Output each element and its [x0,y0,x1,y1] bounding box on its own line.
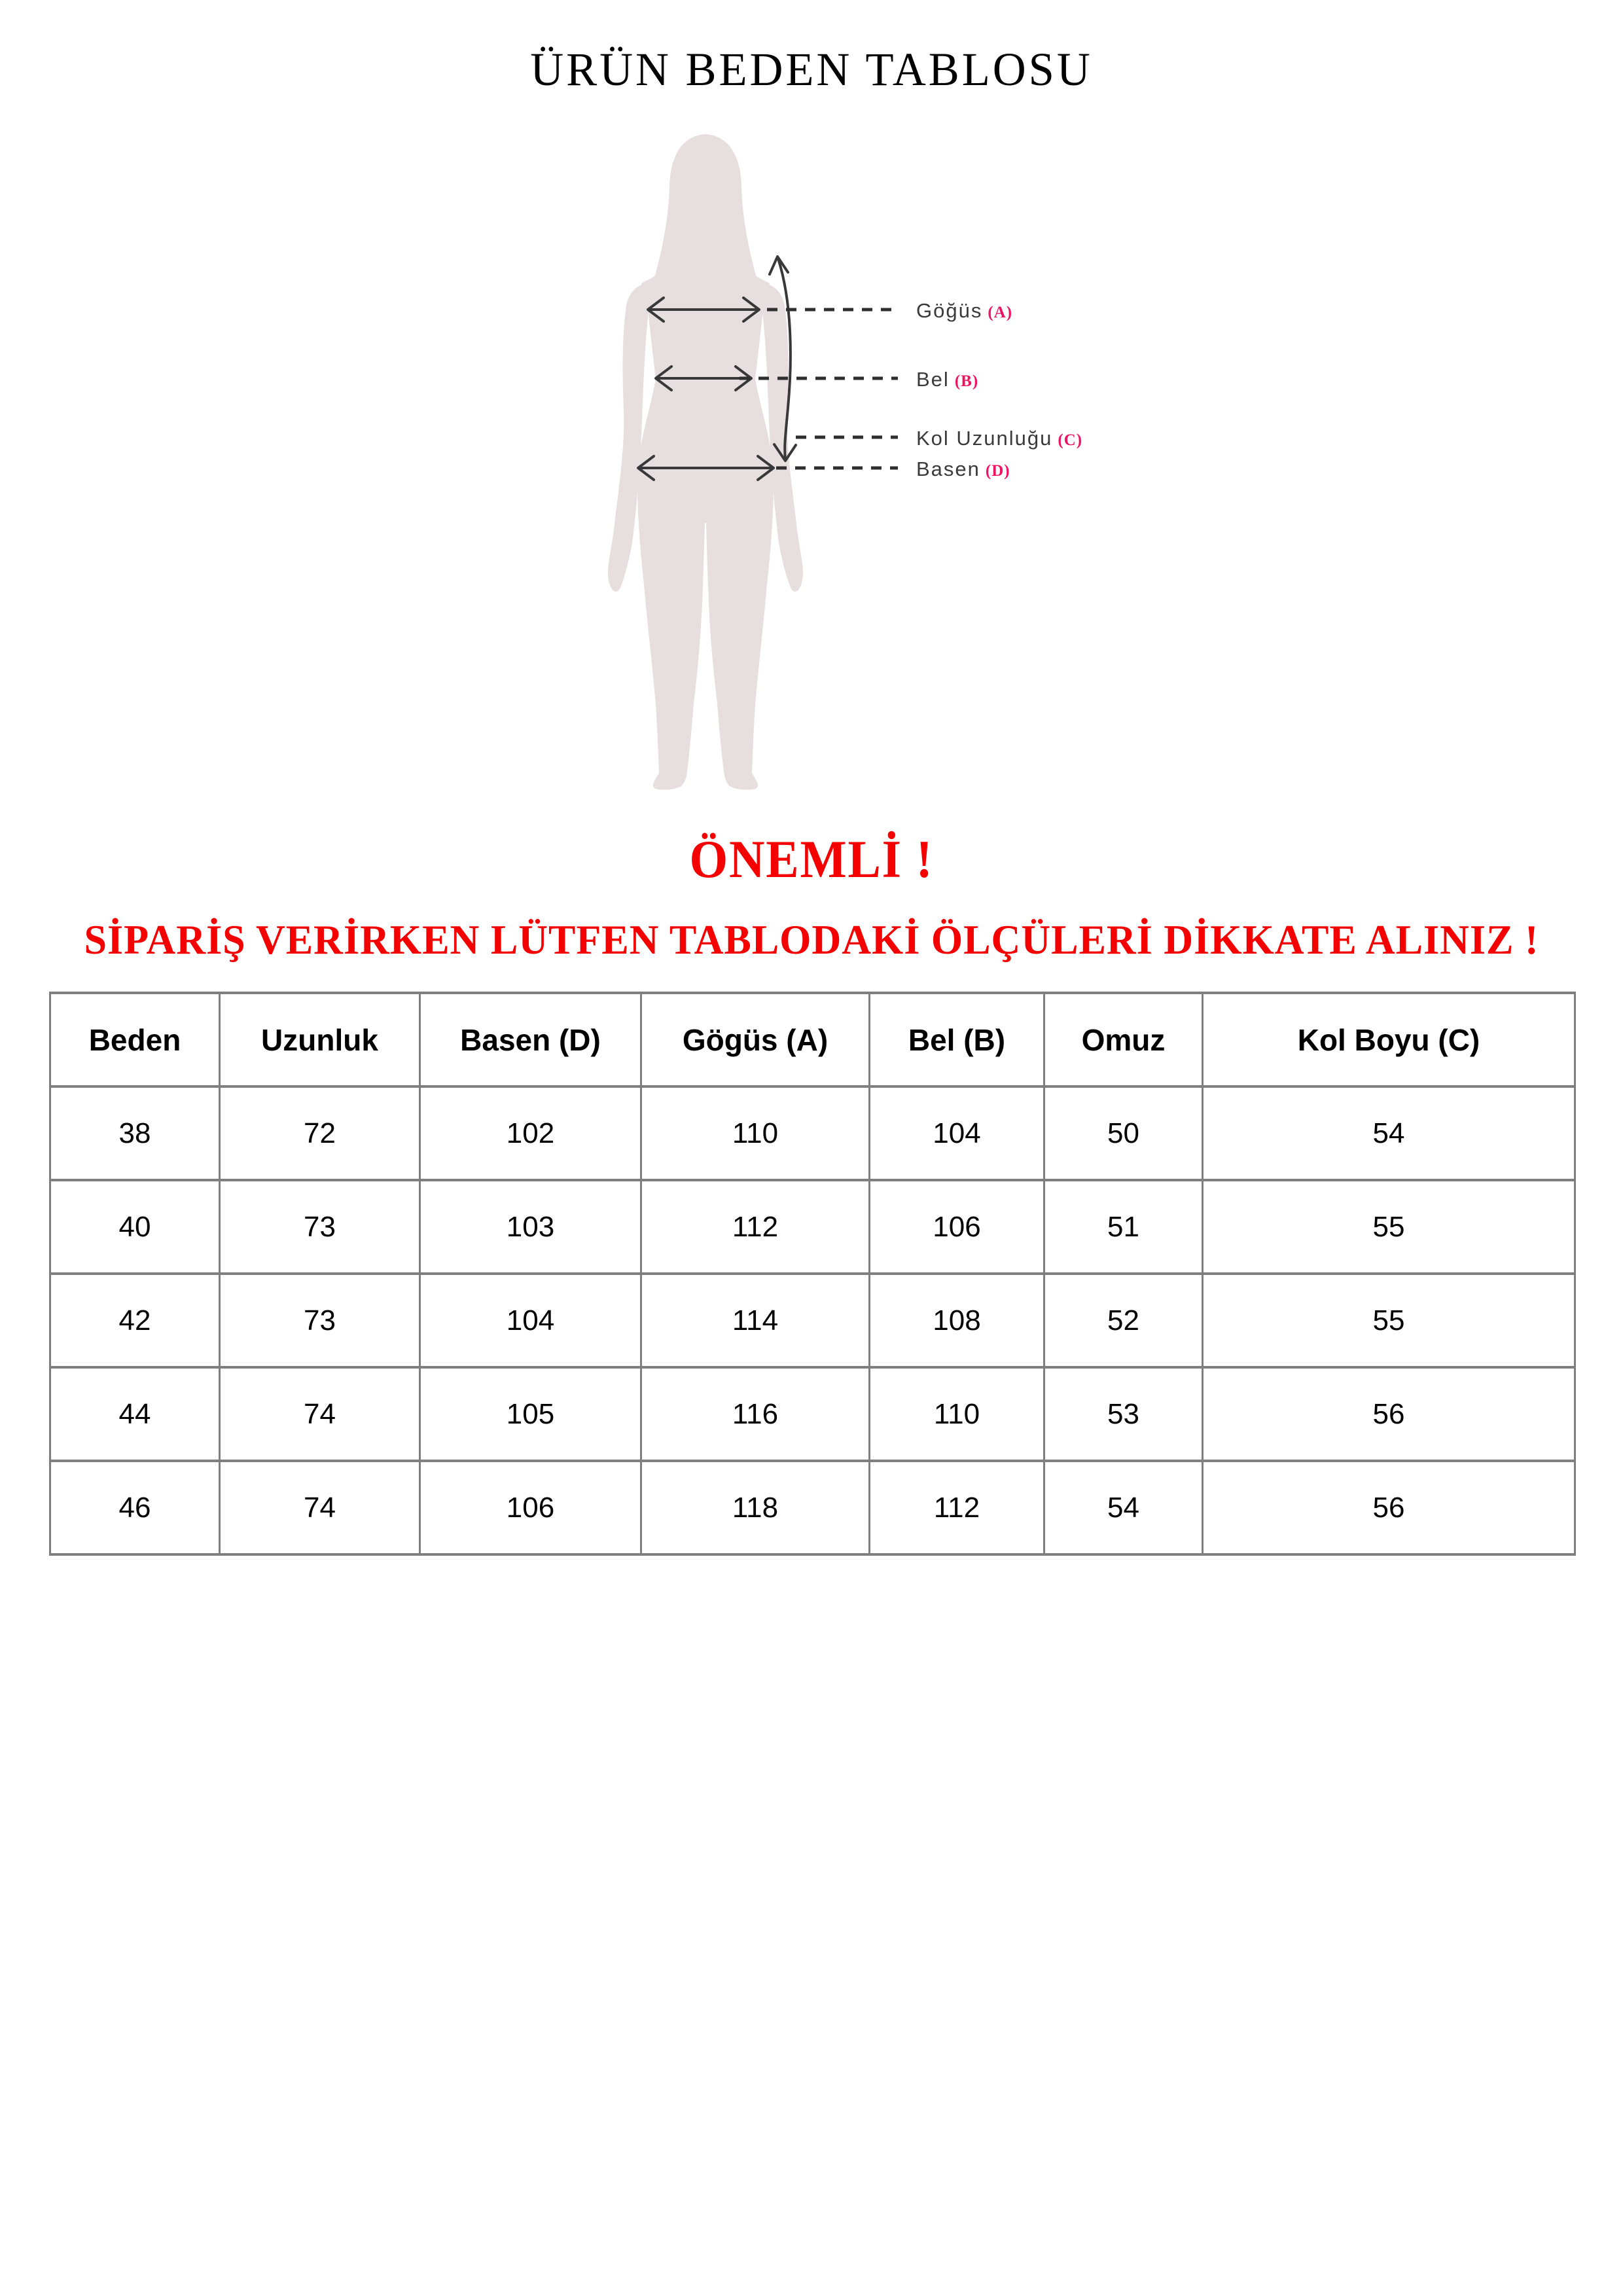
chest-label: Göğüs (A) [916,299,1013,322]
size-table-cell: 56 [1203,1367,1575,1461]
header-bel: Bel (B) [870,993,1044,1086]
size-table-cell: 53 [1044,1367,1203,1461]
size-table-cell: 73 [220,1180,420,1274]
header-basen: Basen (D) [420,993,641,1086]
size-table-cell: 112 [870,1461,1044,1554]
size-table-cell: 106 [420,1461,641,1554]
size-table-row [50,1180,1575,1274]
size-table-cell: 116 [641,1367,870,1461]
size-table-header-row [50,993,1575,1086]
size-table-cell: 105 [420,1367,641,1461]
size-table-cell: 55 [1203,1274,1575,1367]
size-table-cell: 118 [641,1461,870,1554]
size-table-cell: 74 [220,1367,420,1461]
size-table-cell: 110 [641,1086,870,1180]
size-table-cell: 40 [50,1180,220,1274]
header-uzunluk: Uzunluk [220,993,420,1086]
body-measurement-diagram [576,128,1139,795]
size-table-cell: 103 [420,1180,641,1274]
size-table [49,992,1576,1556]
size-table-cell: 72 [220,1086,420,1180]
size-table-cell: 56 [1203,1461,1575,1554]
page-title: ÜRÜN BEDEN TABLOSU [530,43,1093,96]
waist-label: Bel (B) [916,368,979,391]
header-omuz: Omuz [1044,993,1203,1086]
size-table-body [50,1086,1575,1554]
size-table-cell: 104 [870,1086,1044,1180]
female-silhouette [637,134,774,790]
size-table-cell: 44 [50,1367,220,1461]
size-table-cell: 52 [1044,1274,1203,1367]
size-table-container [49,992,1576,1556]
arm-length-label: Kol Uzunluğu (C) [916,427,1083,450]
header-beden: Beden [50,993,220,1086]
size-table-cell: 106 [870,1180,1044,1274]
size-table-cell: 102 [420,1086,641,1180]
size-table-cell: 54 [1203,1086,1575,1180]
size-table-cell: 42 [50,1274,220,1367]
size-table-cell: 51 [1044,1180,1203,1274]
size-table-cell: 50 [1044,1086,1203,1180]
size-table-cell: 73 [220,1274,420,1367]
warning-text: SİPARİŞ VERİRKEN LÜTFEN TABLODAKİ ÖLÇÜLERİ DİKKATE ALINIZ ! [84,916,1539,963]
size-table-row [50,1461,1575,1554]
size-table-cell: 112 [641,1180,870,1274]
header-gogus: Gögüs (A) [641,993,870,1086]
size-table-cell: 114 [641,1274,870,1367]
header-kol-boyu: Kol Boyu (C) [1203,993,1575,1086]
important-heading: ÖNEMLİ ! [689,829,934,889]
size-table-cell: 108 [870,1274,1044,1367]
size-table-cell: 55 [1203,1180,1575,1274]
size-table-row [50,1274,1575,1367]
size-table-cell: 38 [50,1086,220,1180]
hip-label: Basen (D) [916,457,1010,480]
size-table-cell: 74 [220,1461,420,1554]
size-table-cell: 110 [870,1367,1044,1461]
size-table-cell: 104 [420,1274,641,1367]
size-table-cell: 46 [50,1461,220,1554]
size-table-row [50,1367,1575,1461]
size-table-cell: 54 [1044,1461,1203,1554]
size-table-row [50,1086,1575,1180]
female-silhouette-diagram [576,128,1139,795]
